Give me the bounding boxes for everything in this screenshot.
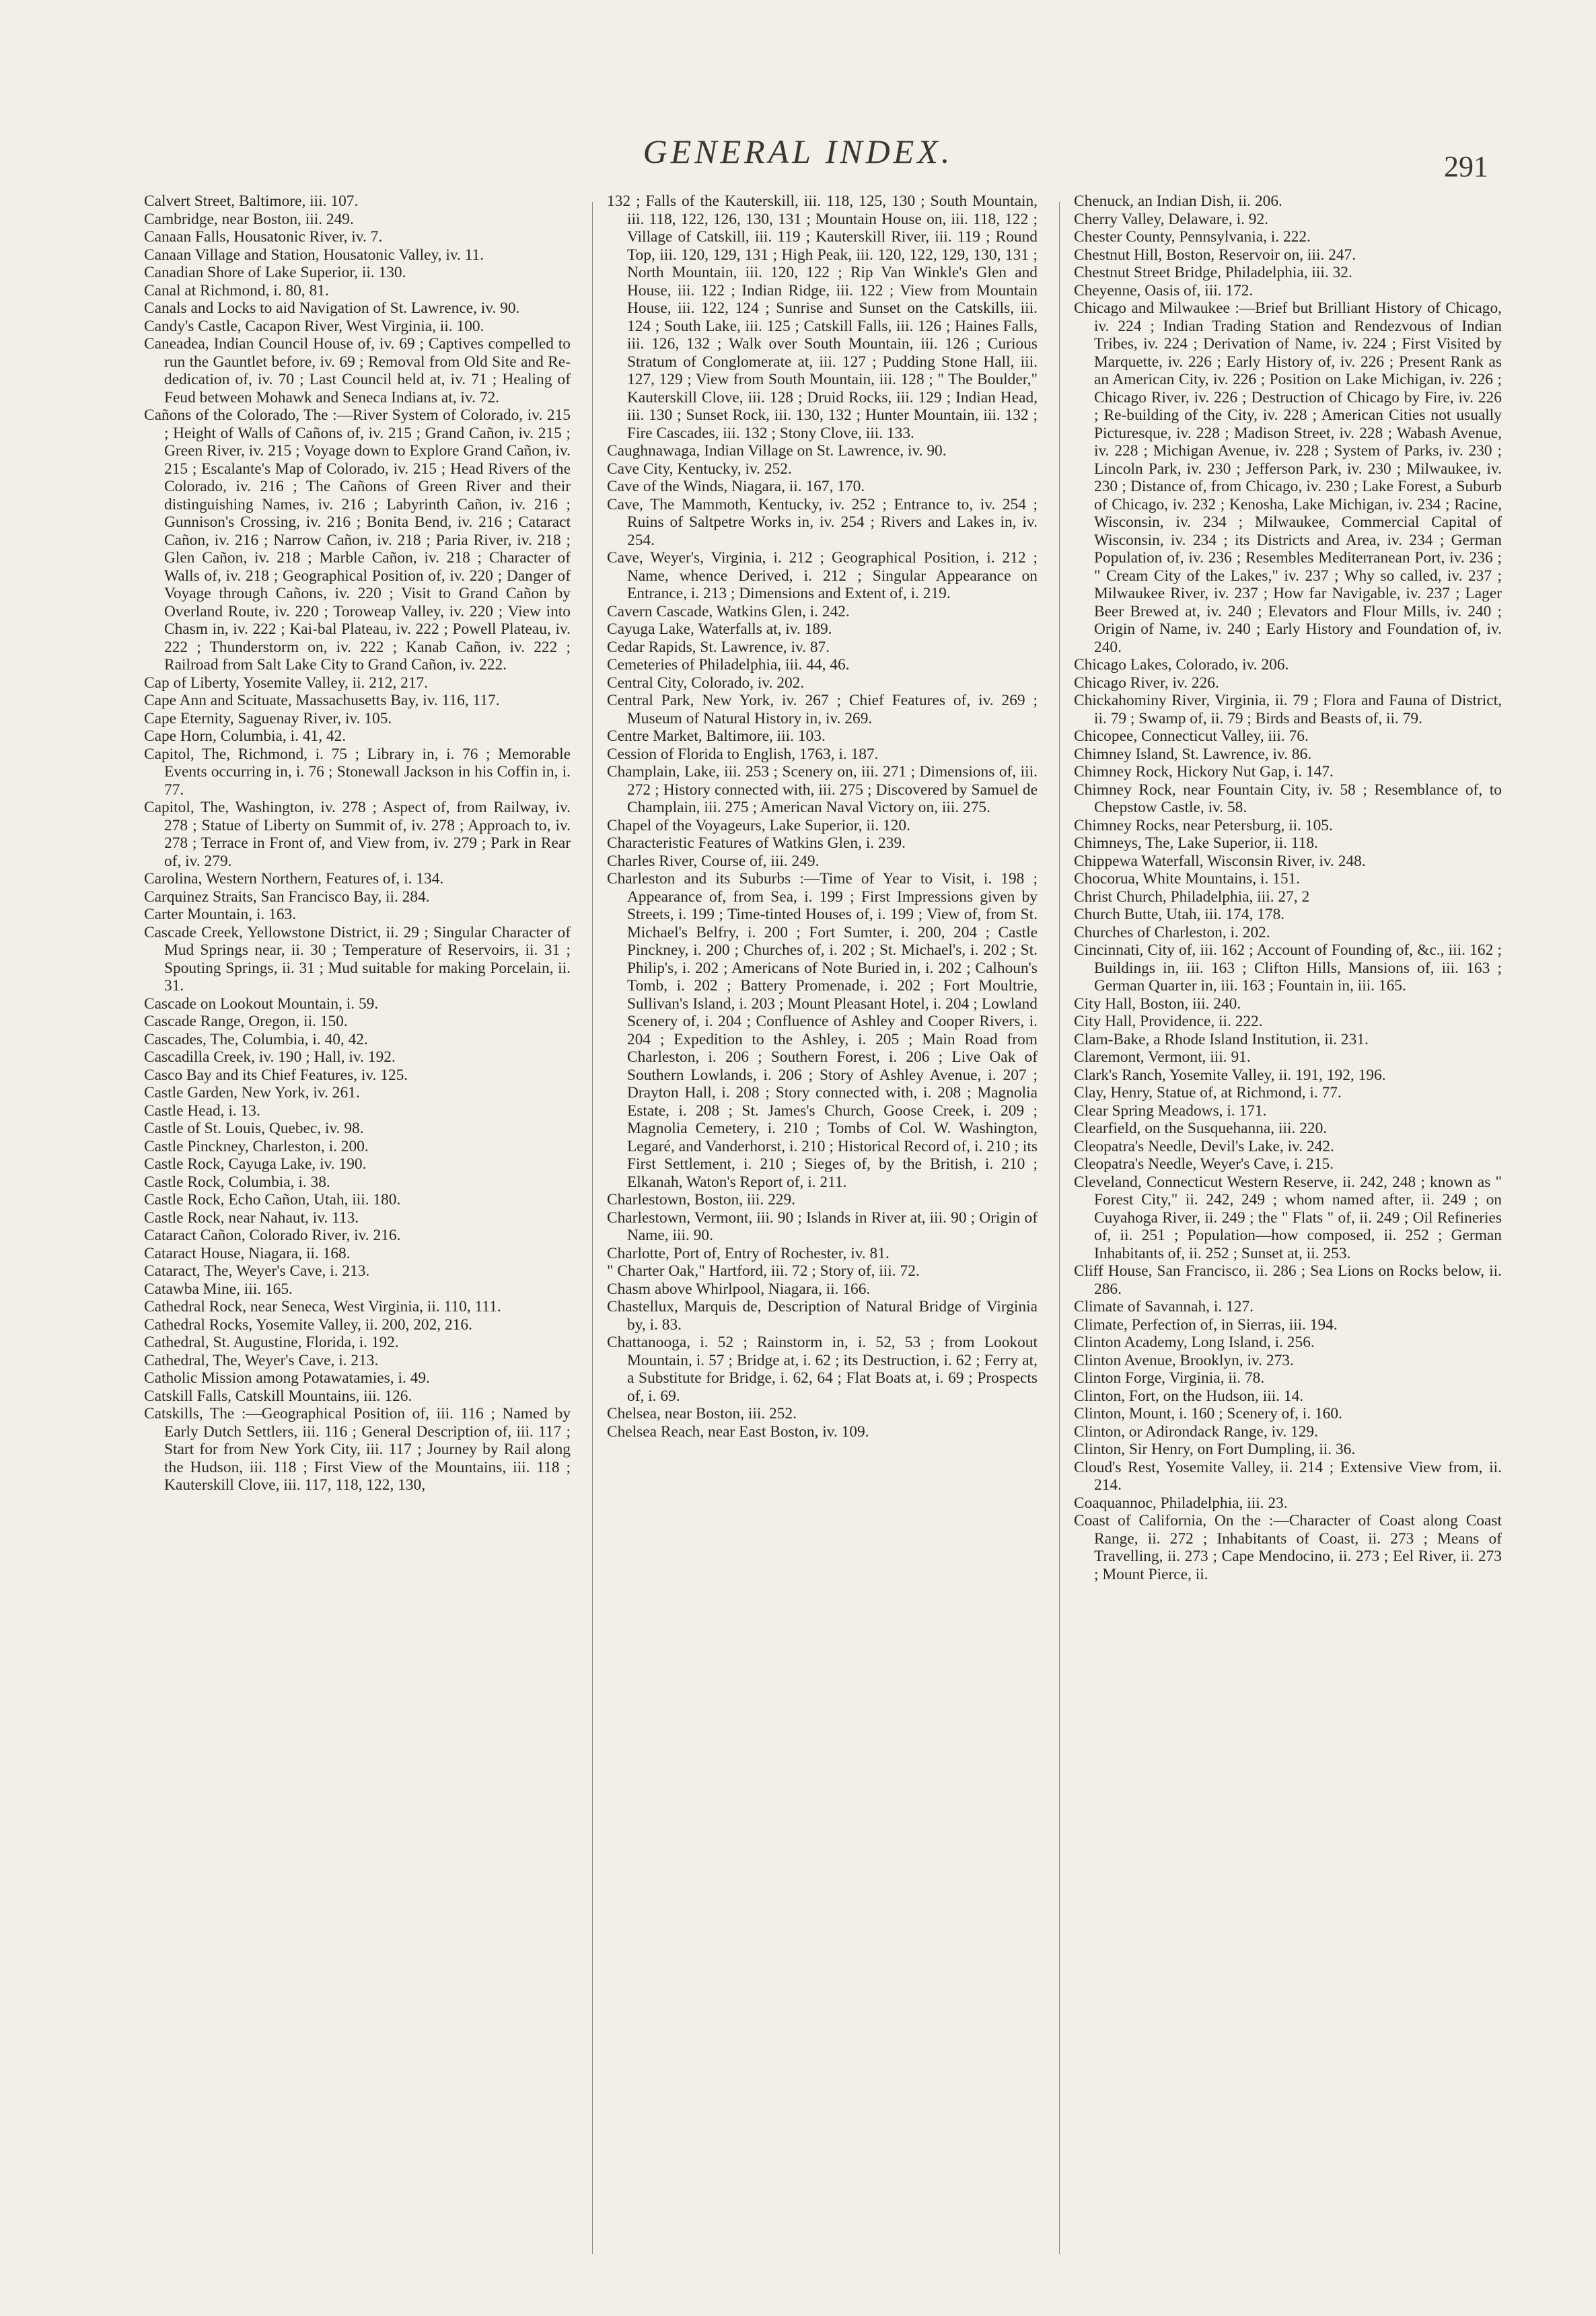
index-entry: Chickahominy River, Virginia, ii. 79 ; Flora and Fauna of District, ii. 79 ; Swamp of, ii. 79 ; Birds and Beasts of, ii. 79. [1074,692,1502,727]
index-entry: Cathedral Rocks, Yosemite Valley, ii. 200, 202, 216. [144,1315,472,1334]
index-entry: Chestnut Street Bridge, Philadelphia, iii. 32. [1074,264,1352,281]
index-entry: Cataract House, Niagara, ii. 168. [144,1244,351,1262]
index-entry: Cleopatra's Needle, Devil's Lake, iv. 242. [1074,1137,1334,1155]
index-entry: Cataract, The, Weyer's Cave, i. 213. [144,1262,370,1280]
index-entry: Cataract Cañon, Colorado River, iv. 216. [144,1227,401,1244]
index-entry: Cession of Florida to English, 1763, i. 187. [607,745,879,763]
index-entry: Cave, Weyer's, Virginia, i. 212 ; Geographical Position, i. 212 ; Name, whence Derived, i. 212 ; Singular Appearance on Entrance, i. 213 ; Dimensions and Extent of, i. 219. [607,549,1038,602]
index-entry: Cheyenne, Oasis of, iii. 172. [1074,281,1254,299]
index-entry: Chimney Rocks, near Petersburg, ii. 105. [1074,816,1333,834]
index-entry: City Hall, Providence, ii. 222. [1074,1013,1263,1030]
index-entry: Chasm above Whirlpool, Niagara, ii. 166. [607,1280,871,1298]
index-entry: Clam-Bake, a Rhode Island Institution, ii. 231. [1074,1030,1369,1048]
index-entry: Cave City, Kentucky, iv. 252. [607,460,792,478]
index-entry: Central Park, New York, iv. 267 ; Chief Features of, iv. 269 ; Museum of Natural History in, iv. 269. [607,692,1038,727]
index-entry: Chippewa Waterfall, Wisconsin River, iv. 248. [1074,852,1366,870]
index-entry: Charles River, Course of, iii. 249. [607,852,820,870]
index-entry: Clinton Avenue, Brooklyn, iv. 273. [1074,1351,1294,1369]
index-entry: Clinton, Sir Henry, on Fort Dumpling, ii. 36. [1074,1441,1356,1458]
index-entry: Castle of St. Louis, Quebec, iv. 98. [144,1120,364,1137]
page-number: 291 [1444,150,1488,183]
index-entry: Canal at Richmond, i. 80, 81. [144,281,329,299]
index-entry: Carquinez Straits, San Francisco Bay, ii. 284. [144,888,430,906]
index-entry: Chicago and Milwaukee :—Brief but Brilliant History of Chicago, iv. 224 ; Indian Trading Station and Rendezvous of Indian Tribes, iv. 224 ; Derivation of Name, iv. 224 ; First Visited by Marquette, iv. 226 ; Early History of, iv. 226 ; Present Rank as an American City, iv. 226 ; Position on Lake Michigan, iv. 226 ; Chicago River, iv. 226 ; Destruction of Chicago by Fire, iv. 226 ; Re-building of the City, iv. 228 ; American Cities not usually Picturesque, iv. 228 ; Madison Street, iv. 228 ; Wabash Avenue, iv. 228 ; Michigan Avenue, iv. 228 ; System of Parks, iv. 230 ; Lincoln Park, iv. 230 ; Jefferson Park, iv. 230 ; Milwaukee, iv. 230 ; Distance of, from Chicago, iv. 230 ; Lake Forest, a Suburb of Chicago, iv. 232 ; Kenosha, Lake Michigan, iv. 234 ; Racine, Wisconsin, iv. 234 ; Milwaukee, Commercial Capital of Wisconsin, iv. 234 ; its Districts and Area, iv. 234 ; German Population of, iv. 236 ; Resembles Mediterranean Port, iv. 236 ; " Cream City of the Lakes," iv. 237 ; Why so called, iv. 237 ; Milwaukee River, iv. 237 ; How far Navigable, iv. 237 ; Lager Beer Brewed at, iv. 240 ; Elevators and Flour Mills, iv. 240 ; Origin of Name, iv. 240 ; Early History and Foundation of, iv. 240. [1074,299,1502,656]
index-entry: Clark's Ranch, Yosemite Valley, ii. 191, 192, 196. [1074,1066,1386,1084]
index-entry: Cave of the Winds, Niagara, ii. 167, 170. [607,478,865,495]
index-entry: Chimney Rock, near Fountain City, iv. 58 ; Resemblance of, to Chepstow Castle, iv. 58. [1074,781,1502,816]
index-entry: Cathedral, St. Augustine, Florida, i. 192. [144,1334,399,1351]
index-entry: Chester County, Pennsylvania, i. 222. [1074,228,1311,246]
page-title: GENERAL INDEX. [643,133,953,170]
index-entry: Catskills, The :—Geographical Position of, iii. 116 ; Named by Early Dutch Settlers, iii. 116 ; General Description of, iii. 117 ; Start for from New York City, iii. 117 ; Journey by Rail along the Hudson, iii. 118 ; First View of the Mountains, iii. 118 ; Kauterskill Clove, iii. 117, 118, 122, 130, [144,1405,571,1494]
index-entry: Cascadilla Creek, iv. 190 ; Hall, iv. 192. [144,1048,396,1066]
index-entry: Caneadea, Indian Council House of, iv. 69 ; Captives compelled to run the Gauntlet before, iv. 69 ; Removal from Old Site and Re-dedication of, iv. 70 ; Last Council held at, iv. 71 ; Healing of Feud between Mohawk and Seneca Indians at, iv. 72. [144,335,571,406]
index-entry: Chimney Rock, Hickory Nut Gap, i. 147. [1074,763,1334,781]
index-entry: 132 ; Falls of the Kauterskill, iii. 118, 125, 130 ; South Mountain, iii. 118, 122, 126, 130, 131 ; Mountain House on, iii. 118, 122 ; Village of Catskill, iii. 119 ; Kauterskill River, iii. 119 ; Round Top, iii. 120, 129, 131 ; High Peak, iii. 120, 122, 129, 130, 131 ; North Mountain, iii. 120, 122 ; Rip Van Winkle's Glen and House, iii. 122 ; Indian Ridge, iii. 122 ; View from Mountain House, iii. 122, 124 ; Sunrise and Sunset on the Catskills, iii. 124 ; South Lake, iii. 125 ; Catskill Falls, iii. 126 ; Haines Falls, iii. 126, 132 ; Walk over South Mountain, iii. 126 ; Curious Stratum of Conglomerate at, iii. 127 ; Pudding Stone Hall, iii. 127, 129 ; View from South Mountain, iii. 128 ; " The Boulder," Kauterskill Clove, iii. 128 ; Druid Rocks, iii. 129 ; Indian Head, iii. 130 ; Sunset Rock, iii. 130, 132 ; Hunter Mountain, iii. 132 ; Fire Cascades, iii. 132 ; Stony Clove, iii. 133. [607,192,1038,442]
index-entry: Charlestown, Boston, iii. 229. [607,1191,796,1208]
index-entry: Clay, Henry, Statue of, at Richmond, i. 77. [1074,1084,1342,1101]
index-entry: Casco Bay and its Chief Features, iv. 125. [144,1066,408,1084]
index-entry: Chicago River, iv. 226. [1074,674,1219,692]
index-entry: Castle Rock, Echo Cañon, Utah, iii. 180. [144,1191,401,1208]
index-entry: Claremont, Vermont, iii. 91. [1074,1048,1251,1066]
index-entry: " Charter Oak," Hartford, iii. 72 ; Story of, iii. 72. [607,1262,920,1280]
index-entry: Church Butte, Utah, iii. 174, 178. [1074,906,1285,923]
index-entry: Cincinnati, City of, iii. 162 ; Account of Founding of, &c., iii. 162 ; Buildings in, iii. 163 ; Clifton Hills, Mansions of, iii. 163 ; German Quarter in, iii. 163 ; Fountain in, iii. 165. [1074,941,1502,994]
index-entry: Castle Garden, New York, iv. 261. [144,1084,360,1101]
index-entry: Clinton, Fort, on the Hudson, iii. 14. [1074,1387,1304,1405]
index-entry: Cavern Cascade, Watkins Glen, i. 242. [607,602,850,620]
index-entry: Chocorua, White Mountains, i. 151. [1074,870,1301,888]
index-entry: Cherry Valley, Delaware, i. 92. [1074,210,1269,228]
index-entry: Cascade Range, Oregon, ii. 150. [144,1013,348,1030]
index-entry: Clinton, Mount, i. 160 ; Scenery of, i. 160. [1074,1405,1342,1422]
index-entry: Chattanooga, i. 52 ; Rainstorm in, i. 52, 53 ; from Lookout Mountain, i. 57 ; Bridge at, i. 62 ; its Destruction, i. 62 ; Ferry at, a Substitute for Bridge, i. 62, 64 ; Flat Boats at, i. 69 ; Prospects of, i. 69. [607,1334,1038,1405]
index-entry: Churches of Charleston, i. 202. [1074,923,1270,941]
index-entry: Clearfield, on the Susquehanna, iii. 220. [1074,1120,1328,1137]
column-divider [592,202,593,2254]
index-entry: Cathedral, The, Weyer's Cave, i. 213. [144,1351,379,1369]
index-entry: Chimneys, The, Lake Superior, ii. 118. [1074,834,1318,852]
index-entry: Climate of Savannah, i. 127. [1074,1298,1254,1315]
index-entry: Clear Spring Meadows, i. 171. [1074,1101,1267,1120]
index-entry: Cascade on Lookout Mountain, i. 59. [144,994,379,1013]
index-entry: Charleston and its Suburbs :—Time of Year to Visit, i. 198 ; Appearance of, from Sea, i. 199 ; First Impressions given by Streets, i. 199 ; Time-tinted Houses of, i. 199 ; View of, from St. Michael's Belfry, i. 200 ; Fort Sumter, i. 200, 204 ; Castle Pinckney, i. 200 ; Churches of, i. 202 ; St. Michael's, i. 202 ; St. Philip's, i. 202 ; Americans of Note Buried in, i. 202 ; Calhoun's Tomb, i. 202 ; Battery Promenade, i. 202 ; Fort Moultrie, Sullivan's Island, i. 203 ; Mount Pleasant Hotel, i. 204 ; Lowland Scenery of, i. 204 ; Confluence of Ashley and Cooper Rivers, i. 204 ; Expedition to the Ashley, i. 205 ; Main Road from Charleston, i. 206 ; Southern Forest, i. 206 ; Live Oak of Southern Lowlands, i. 206 ; Story of Ashley Avenue, i. 207 ; Drayton Hall, i. 208 ; Story connected with, i. 208 ; Magnolia Estate, i. 208 ; St. James's Church, Goose Creek, i. 209 ; Magnolia Cemetery, i. 210 ; Tombs of Col. W. Washington, Legaré, and Vanderhorst, i. 210 ; Historical Record of, i. 210 ; its First Settlement, i. 210 ; Sieges of, by the British, i. 210 ; Elkanah, Waton's Report of, i. 211. [607,870,1038,1191]
index-entry: Cañons of the Colorado, The :—River System of Colorado, iv. 215 ; Height of Walls of Cañons of, iv. 215 ; Grand Cañon, iv. 215 ; Green River, iv. 215 ; Voyage down to Explore Grand Cañon, iv. 215 ; Escalante's Map of Colorado, iv. 215 ; Head Rivers of the Colorado, iv. 216 ; The Cañons of Green River and their distinguishing Names, iv. 216 ; Labyrinth Cañon, iv. 216 ; Gunnison's Crossing, iv. 216 ; Bonita Bend, iv. 216 ; Cataract Cañon, iv. 216 ; Narrow Cañon, iv. 218 ; Paria River, iv. 218 ; Glen Cañon, iv. 218 ; Marble Cañon, iv. 218 ; Character of Walls of, iv. 218 ; Geographical Position of, iv. 220 ; Danger of Voyage through Cañons, iv. 220 ; Visit to Grand Cañon by Overland Route, iv. 220 ; Toroweap Valley, iv. 220 ; View into Chasm in, iv. 222 ; Kai-bal Plateau, iv. 222 ; Powell Plateau, iv. 222 ; Thunderstorm on, iv. 222 ; Kanab Cañon, iv. 222 ; Railroad from Salt Lake City to Grand Cañon, iv. 222. [144,406,571,674]
index-entry: Carolina, Western Northern, Features of, i. 134. [144,870,444,888]
index-entry: Castle Head, i. 13. [144,1101,260,1120]
index-column-3 [1074,192,1502,1583]
index-entry: Candy's Castle, Cacapon River, West Virginia, ii. 100. [144,317,484,335]
index-entry: Castle Rock, Cayuga Lake, iv. 190. [144,1155,367,1173]
index-entry: Canaan Falls, Housatonic River, iv. 7. [144,228,383,246]
index-entry: Climate, Perfection of, in Sierras, iii. 194. [1074,1315,1338,1334]
index-entry: Catholic Mission among Potawatamies, i. 49. [144,1369,430,1387]
index-entry: Capitol, The, Richmond, i. 75 ; Library in, i. 76 ; Memorable Events occurring in, i. 76 ; Stonewall Jackson in his Coffin in, i. 77. [144,745,571,799]
index-column-2 [607,192,1038,1441]
index-entry: Capitol, The, Washington, iv. 278 ; Aspect of, from Railway, iv. 278 ; Statue of Liberty on Summit of, iv. 278 ; Approach to, iv. 278 ; Terrace in Front of, and View from, iv. 279 ; Park in Rear of, iv. 279. [144,799,571,870]
index-entry: Coast of California, On the :—Character of Coast along Coast Range, ii. 272 ; Inhabitants of Coast, ii. 273 ; Means of Travelling, ii. 273 ; Cape Mendocino, ii. 273 ; Eel River, ii. 273 ; Mount Pierce, ii. [1074,1512,1502,1583]
index-entry: Cathedral Rock, near Seneca, West Virginia, ii. 110, 111. [144,1298,501,1315]
index-entry: Cascade Creek, Yellowstone District, ii. 29 ; Singular Character of Mud Springs near, ii. 30 ; Temperature of Reservoirs, ii. 31 ; Spouting Springs, ii. 31 ; Mud suitable for making Porcelain, ii. 31. [144,923,571,994]
column-divider [1059,202,1060,2254]
index-entry: Cemeteries of Philadelphia, iii. 44, 46. [607,656,850,674]
index-entry: Central City, Colorado, iv. 202. [607,674,805,692]
index-entry: Cambridge, near Boston, iii. 249. [144,210,354,228]
index-entry: Cascades, The, Columbia, i. 40, 42. [144,1030,368,1048]
index-entry: Cleopatra's Needle, Weyer's Cave, i. 215. [1074,1155,1334,1173]
index-entry: Canaan Village and Station, Housatonic Valley, iv. 11. [144,246,484,264]
index-entry: Chimney Island, St. Lawrence, iv. 86. [1074,745,1312,763]
index-entry: Cape Horn, Columbia, i. 41, 42. [144,727,347,745]
index-entry: Cap of Liberty, Yosemite Valley, ii. 212, 217. [144,674,429,692]
index-entry: Castle Rock, near Nahaut, iv. 113. [144,1208,359,1227]
index-entry: Cleveland, Connecticut Western Reserve, ii. 242, 248 ; known as " Forest City," ii. 242, 249 ; whom named after, ii. 249 ; on Cuyahoga River, ii. 249 ; the " Flats " of, ii. 249 ; Oil Refineries of, ii. 251 ; Population—how composed, ii. 252 ; German Inhabitants of, ii. 252 ; Sunset at, ii. 253. [1074,1173,1502,1262]
index-entry: Clinton Academy, Long Island, i. 256. [1074,1334,1315,1351]
index-entry: Castle Rock, Columbia, i. 38. [144,1173,330,1191]
index-entry: Cave, The Mammoth, Kentucky, iv. 252 ; Entrance to, iv. 254 ; Ruins of Saltpetre Works in, iv. 254 ; Rivers and Lakes in, iv. 254. [607,495,1038,549]
index-entry: Charlotte, Port of, Entry of Rochester, iv. 81. [607,1244,890,1262]
index-entry: Chelsea Reach, near East Boston, iv. 109. [607,1422,869,1441]
index-entry: Castle Pinckney, Charleston, i. 200. [144,1137,369,1155]
index-entry: Charlestown, Vermont, iii. 90 ; Islands in River at, iii. 90 ; Origin of Name, iii. 90. [607,1208,1038,1244]
index-entry: Centre Market, Baltimore, iii. 103. [607,727,826,745]
index-entry: City Hall, Boston, iii. 240. [1074,994,1241,1013]
index-entry: Canadian Shore of Lake Superior, ii. 130. [144,264,406,281]
index-entry: Coaquannoc, Philadelphia, iii. 23. [1074,1494,1288,1512]
index-entry: Canals and Locks to aid Navigation of St. Lawrence, iv. 90. [144,299,520,317]
index-entry: Calvert Street, Baltimore, iii. 107. [144,192,359,210]
index-entry: Catskill Falls, Catskill Mountains, iii. 126. [144,1387,412,1405]
index-entry: Chicopee, Connecticut Valley, iii. 76. [1074,727,1309,745]
index-column-1 [144,192,571,1494]
index-entry: Cape Ann and Scituate, Massachusetts Bay, iv. 116, 117. [144,692,500,709]
index-entry: Chestnut Hill, Boston, Reservoir on, iii. 247. [1074,246,1356,264]
index-entry: Chapel of the Voyageurs, Lake Superior, ii. 120. [607,816,910,834]
index-entry: Chelsea, near Boston, iii. 252. [607,1405,797,1422]
index-entry: Caughnawaga, Indian Village on St. Lawrence, iv. 90. [607,442,947,460]
index-entry: Christ Church, Philadelphia, iii. 27, 2 [1074,888,1310,906]
index-entry: Clinton, or Adirondack Range, iv. 129. [1074,1422,1318,1441]
index-entry: Cape Eternity, Saguenay River, iv. 105. [144,709,392,727]
index-entry: Cedar Rapids, St. Lawrence, iv. 87. [607,638,830,656]
index-entry: Clinton Forge, Virginia, ii. 78. [1074,1369,1265,1387]
index-entry: Catawba Mine, iii. 165. [144,1280,293,1298]
index-entry: Carter Mountain, i. 163. [144,906,297,923]
index-entry: Cayuga Lake, Waterfalls at, iv. 189. [607,620,832,638]
index-entry: Cliff House, San Francisco, ii. 286 ; Sea Lions on Rocks below, ii. 286. [1074,1262,1502,1298]
index-entry: Chicago Lakes, Colorado, iv. 206. [1074,656,1289,674]
index-entry: Chastellux, Marquis de, Description of Natural Bridge of Virginia by, i. 83. [607,1298,1038,1334]
index-entry: Champlain, Lake, iii. 253 ; Scenery on, iii. 271 ; Dimensions of, iii. 272 ; History connected with, iii. 275 ; Discovered by Samuel de Champlain, iii. 275 ; American Naval Victory on, iii. 275. [607,763,1038,816]
index-entry: Chenuck, an Indian Dish, ii. 206. [1074,192,1282,210]
index-entry: Cloud's Rest, Yosemite Valley, ii. 214 ; Extensive View from, ii. 214. [1074,1458,1502,1494]
index-entry: Characteristic Features of Watkins Glen, i. 239. [607,834,906,852]
